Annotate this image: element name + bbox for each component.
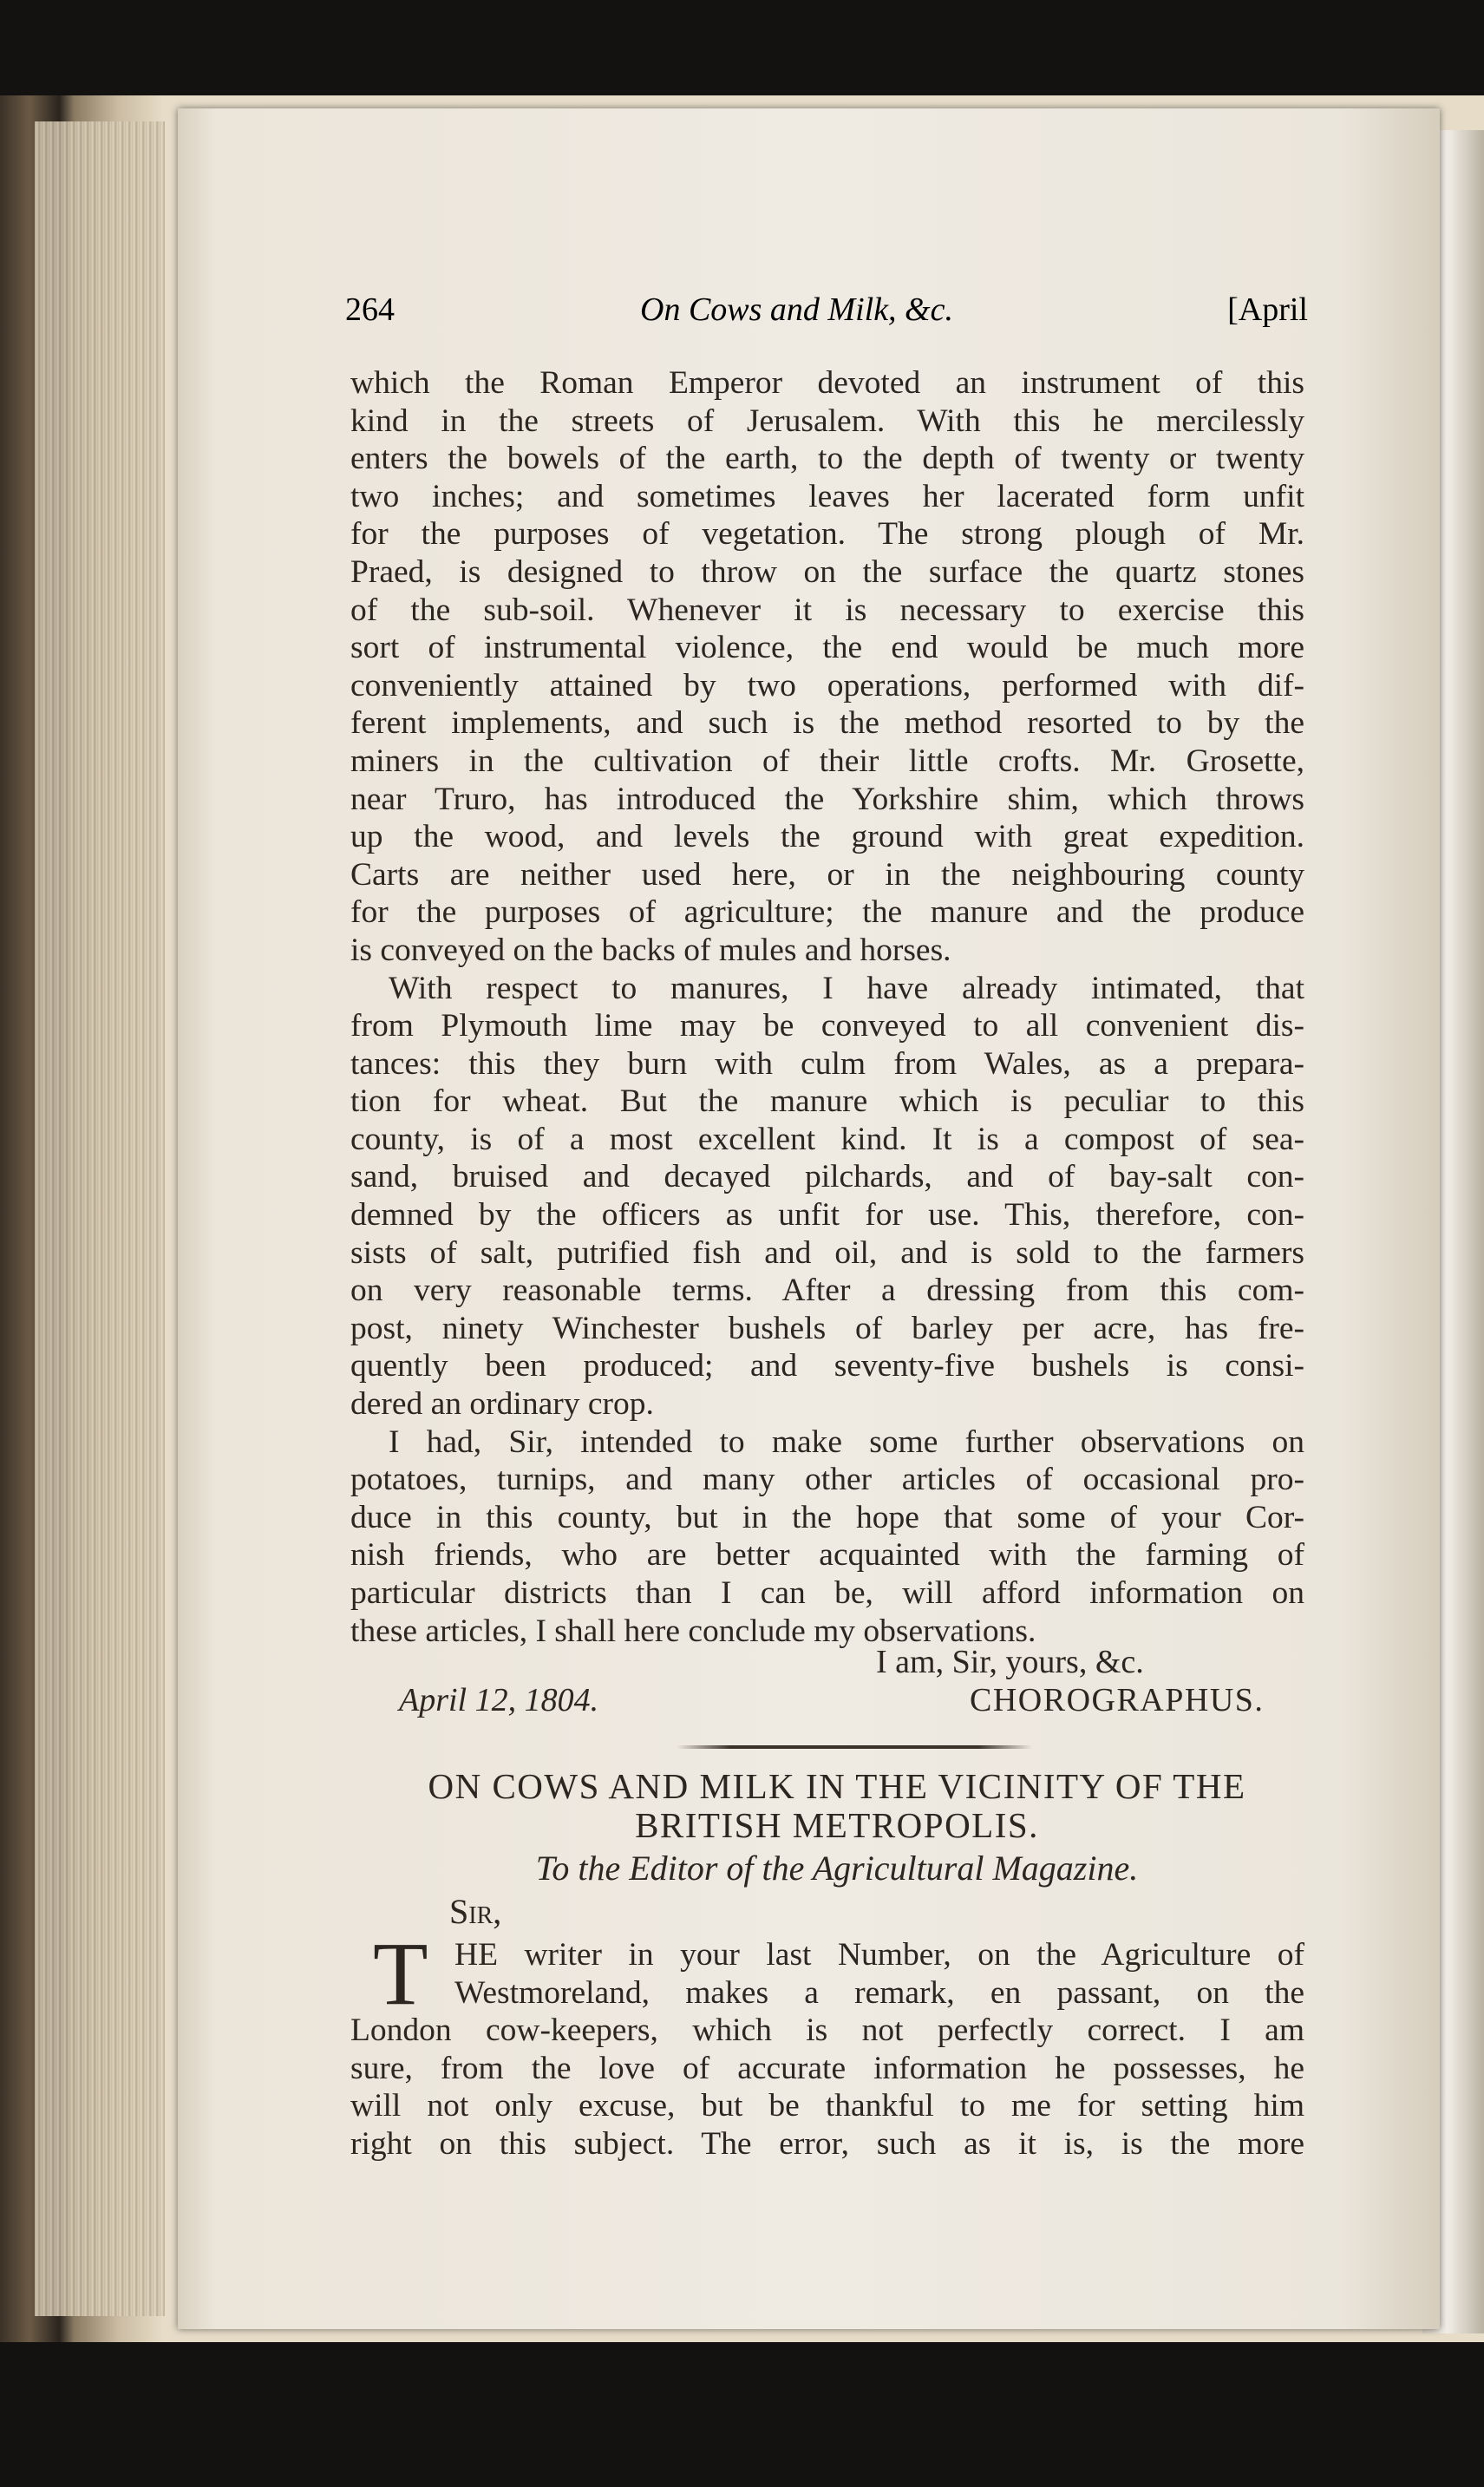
text-line: duce in this county, but in the hope that some of your Cor- <box>350 1499 1304 1535</box>
text-line: sists of salt, putrified fish and oil, and is sold to the farmers <box>350 1234 1304 1271</box>
drop-cap: T <box>373 1924 428 2024</box>
text-line: nish friends, who are better acquainted with the farming of <box>350 1537 1304 1574</box>
body-text <box>350 364 1304 1650</box>
text-line: these articles, I shall here conclude my observations. <box>350 1613 1036 1649</box>
letter-line: Westmoreland, makes a remark, en passant, on the <box>454 1974 1304 2011</box>
salutation: Sir, <box>449 1892 502 1931</box>
text-line: Praed, is designed to throw on the surface the quartz stones <box>350 553 1304 590</box>
text-line: which the Roman Emperor devoted an instrument of this <box>350 365 1304 401</box>
text-line: particular districts than I can be, will afford information on <box>350 1575 1304 1611</box>
page-number: 264 <box>345 291 395 328</box>
header-month: [April <box>1227 291 1308 328</box>
text-line: of the sub-soil. Whenever it is necessary to exercise this <box>350 592 1304 628</box>
text-line: tances: this they burn with culm from Wales, as a prepara- <box>350 1045 1304 1082</box>
text-line: With respect to manures, I have already intimated, that <box>389 970 1304 1006</box>
closing-line: I am, Sir, yours, &c. <box>876 1644 1144 1680</box>
running-title: On Cows and Milk, &c. <box>640 291 953 328</box>
letter-line: will not only excuse, but be thankful to me for setting him <box>350 2088 1304 2124</box>
text-line: demned by the officers as unfit for use. This, therefore, con- <box>350 1197 1304 1234</box>
text-line: I had, Sir, intended to make some further observations on <box>389 1423 1304 1460</box>
text-line: on very reasonable terms. After a dressing from this com- <box>350 1273 1304 1309</box>
text-line: sand, bruised and decayed pilchards, and of bay-salt con- <box>350 1159 1304 1195</box>
text-line: quently been produced; and seventy-five bushels is consi- <box>350 1348 1304 1384</box>
letter-date: April 12, 1804. <box>399 1682 599 1718</box>
text-line: sort of instrumental violence, the end would be much more <box>350 630 1304 666</box>
letter-text <box>350 1936 1304 2163</box>
section-rule <box>677 1745 1032 1749</box>
article-title-line1: ON COWS AND MILK IN THE VICINITY OF THE <box>428 1766 1246 1806</box>
text-line: for the purposes of vegetation. The strong plough of Mr. <box>350 516 1304 553</box>
signature: CHOROGRAPHUS. <box>970 1682 1265 1718</box>
text-line: ferent implements, and such is the method resorted to by the <box>350 705 1304 742</box>
text-line: up the wood, and levels the ground with great expedition. <box>350 819 1304 855</box>
letter-line: HE writer in your last Number, on the Agriculture of <box>454 1937 1304 1973</box>
text-line: potatoes, turnips, and many other articles of occasional pro- <box>350 1462 1304 1498</box>
text-line: enters the bowels of the earth, to the depth of twenty or twenty <box>350 441 1304 477</box>
text-line: county, is of a most excellent kind. It is a compost of sea- <box>350 1121 1304 1157</box>
running-header <box>345 291 1308 343</box>
article-title-line2: BRITISH METROPOLIS. <box>635 1805 1039 1845</box>
text-line: for the purposes of agriculture; the manure and the produce <box>350 894 1304 931</box>
text-line: Carts are neither used here, or in the neighbouring county <box>350 856 1304 893</box>
text-line: near Truro, has introduced the Yorkshire shim, which throws <box>350 781 1304 817</box>
text-line: kind in the streets of Jerusalem. With this he mercilessly <box>350 403 1304 439</box>
text-line: miners in the cultivation of their little crofts. Mr. Grosette, <box>350 743 1304 779</box>
text-line: post, ninety Winchester bushels of barley per acre, has fre- <box>350 1310 1304 1346</box>
article-subtitle: To the Editor of the Agricultural Magazine. <box>535 1849 1139 1888</box>
text-line: conveniently attained by two operations, performed with dif- <box>350 667 1304 704</box>
text-line: dered an ordinary crop. <box>350 1386 654 1423</box>
text-line: is conveyed on the backs of mules and horses. <box>350 932 951 968</box>
text-line: two inches; and sometimes leaves her lacerated form unfit <box>350 478 1304 514</box>
text-line: tion for wheat. But the manure which is peculiar to this <box>350 1083 1304 1120</box>
page-edges <box>35 121 165 2316</box>
letter-line: sure, from the love of accurate information he possesses, he <box>350 2050 1304 2086</box>
text-line: from Plymouth lime may be conveyed to all convenient dis- <box>350 1008 1304 1044</box>
letter-line: right on this subject. The error, such as it is, is the more <box>350 2125 1304 2162</box>
letter-line: London cow-keepers, which is not perfectly correct. I am <box>350 2013 1304 2049</box>
